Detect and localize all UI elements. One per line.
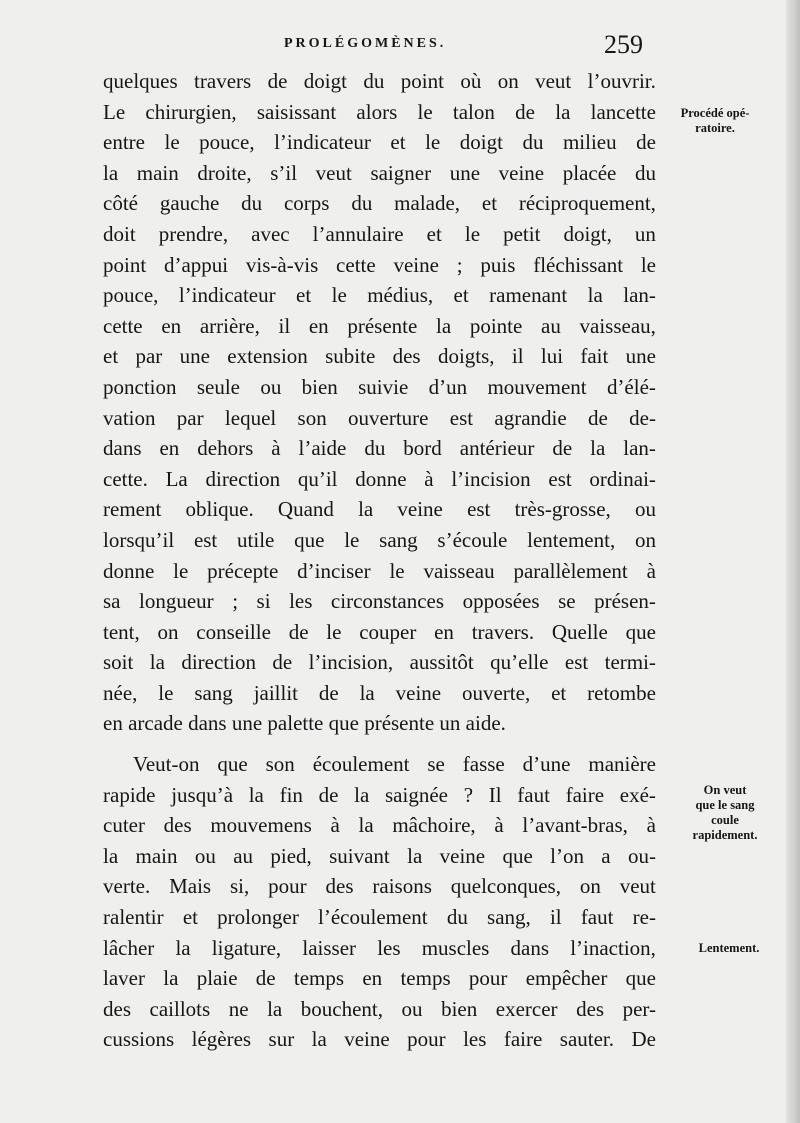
text-line: Le chirurgien, saisissant alors le talon de la lancette <box>103 99 656 124</box>
text-line: née, le sang jaillit de la veine ouverte, et retombe <box>103 680 656 705</box>
body-text <box>103 66 656 1055</box>
text-line: ralentir et prolonger l’écoulement du sang, il faut re- <box>103 905 656 930</box>
text-line: sa longueur ; si les circonstances opposées se présen- <box>103 589 656 614</box>
margin-note-line: Procédé opé- <box>680 106 750 120</box>
margin-note-slow-flow <box>684 941 774 956</box>
paragraph-gap <box>103 739 656 749</box>
paragraph <box>103 66 656 739</box>
text-line: laver la plaie de temps en temps pour empêcher que <box>103 966 656 991</box>
text-line: entre le pouce, l’indicateur et le doigt du milieu de <box>103 130 656 155</box>
margin-note-line: rapidement. <box>692 828 758 842</box>
text-line: en arcade dans une palette que présente un aide. <box>103 711 506 736</box>
page-edge-shadow <box>786 0 800 1123</box>
text-line: rement oblique. Quand la veine est très-grosse, ou <box>103 497 656 522</box>
text-line: lâcher la ligature, laisser les muscles dans l’inaction, <box>103 935 656 960</box>
page-number: 259 <box>604 30 643 59</box>
text-line: lorsqu’il est utile que le sang s’écoule lentement, on <box>103 527 656 552</box>
margin-note-line: que le sang <box>695 798 755 812</box>
paragraph <box>103 749 656 1055</box>
text-line: la main ou au pied, suivant la veine que l’on a ou- <box>103 843 656 868</box>
text-line: cussions légères sur la veine pour les faire sauter. De <box>103 1027 656 1052</box>
text-line: cuter des mouvemens à la mâchoire, à l’avant-bras, à <box>103 813 656 838</box>
margin-note-line: Lentement. <box>698 941 760 955</box>
text-line: doit prendre, avec l’annulaire et le petit doigt, un <box>103 221 656 246</box>
text-line: pouce, l’indicateur et le médius, et ramenant la lan- <box>103 283 656 308</box>
text-line: quelques travers de doigt du point où on veut l’ouvrir. <box>103 69 656 93</box>
text-line: tent, on conseille de le couper en travers. Quelle que <box>103 619 656 644</box>
text-line: la main droite, s’il veut saigner une veine placée du <box>103 160 656 185</box>
text-line: et par une extension subite des doigts, il lui fait une <box>103 344 656 369</box>
text-line: côté gauche du corps du malade, et réciproquement, <box>103 191 656 216</box>
margin-note-procedure <box>660 106 770 136</box>
text-line: point d’appui vis-à-vis cette veine ; puis fléchissant le <box>103 252 656 277</box>
text-line: vation par lequel son ouverture est agrandie de de- <box>103 405 656 430</box>
text-line: verte. Mais si, pour des raisons quelconques, on veut <box>103 874 656 899</box>
text-line: cette. La direction qu’il donne à l’incision est ordinai- <box>103 466 656 491</box>
running-head: PROLÉGOMÈNES. <box>284 36 447 51</box>
text-line: donne le précepte d’inciser le vaisseau parallèlement à <box>103 558 656 583</box>
margin-note-line: On veut <box>703 783 747 797</box>
text-line: rapide jusqu’à la fin de la saignée ? Il faut faire exé- <box>103 782 656 807</box>
margin-note-line: ratoire. <box>695 121 735 135</box>
margin-note-rapid-flow <box>675 783 775 843</box>
text-line: des caillots ne la bouchent, ou bien exercer des per- <box>103 996 656 1021</box>
text-line: soit la direction de l’incision, aussitôt qu’elle est termi- <box>103 650 656 675</box>
text-line: cette en arrière, il en présente la pointe au vaisseau, <box>103 313 656 338</box>
text-line: dans en dehors à l’aide du bord antérieur de la lan- <box>103 436 656 461</box>
text-line: ponction seule ou bien suivie d’un mouvement d’élé- <box>103 374 656 399</box>
margin-note-line: coule <box>711 813 739 827</box>
text-line: Veut-on que son écoulement se fasse d’une manière <box>133 752 656 777</box>
